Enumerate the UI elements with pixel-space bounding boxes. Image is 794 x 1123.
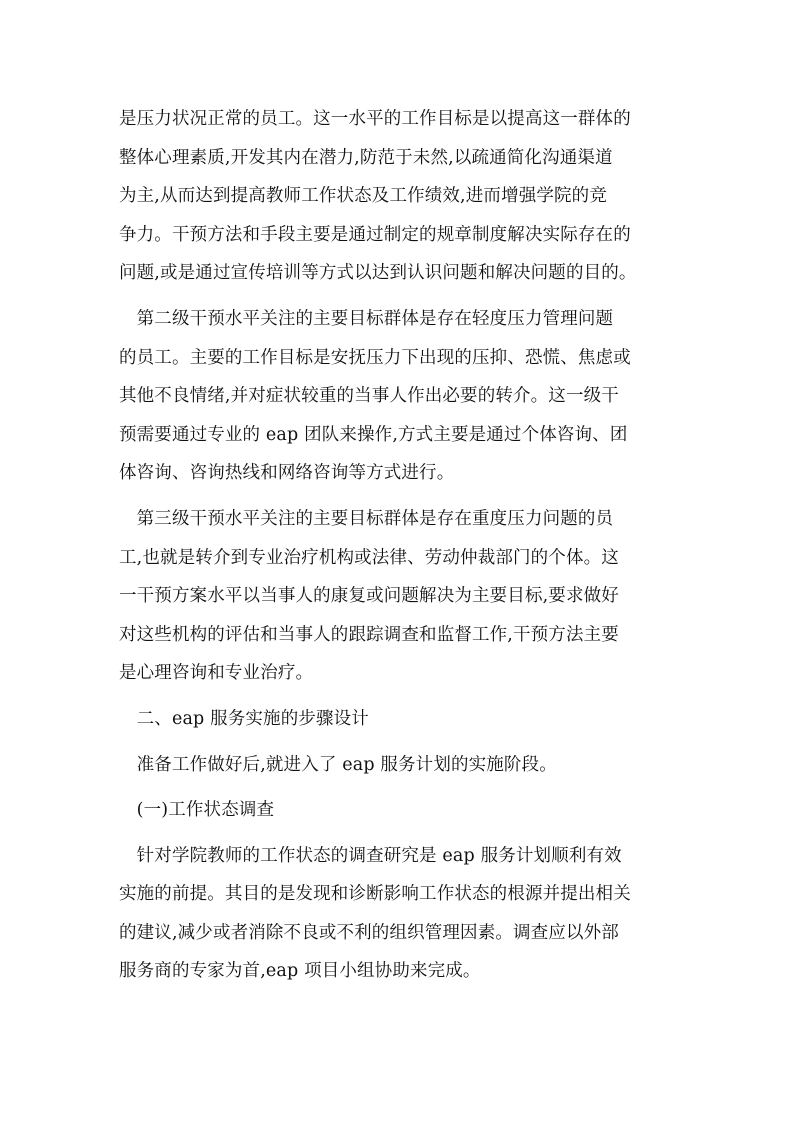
document-body (119, 100, 679, 991)
paragraph-gap (119, 830, 679, 837)
text-line: 准备工作做好后,就进入了 eap 服务计划的实施阶段。 (119, 754, 557, 775)
text-line: 是压力状况正常的员工。这一水平的工作目标是以提高这一群体的 (119, 109, 631, 129)
paragraph-gap (119, 784, 679, 791)
paragraph-4 (119, 746, 679, 785)
heading-line: (一)工作状态调查 (119, 800, 275, 821)
heading-line: 二、eap 服务实施的步骤设计 (119, 708, 369, 729)
text-line: 第三级干预水平关注的主要目标群体是存在重度压力问题的员 (119, 508, 614, 529)
text-line: 其他不良情绪,并对症状较重的当事人作出必要的转介。这一级干 (119, 386, 619, 407)
text-line: 预需要通过专业的 eap 团队来操作,方式主要是通过个体咨询、团 (119, 424, 628, 445)
section-heading (119, 700, 679, 739)
text-line: 整体心理素质,开发其内在潜力,防范于未然,以疏通简化沟通渠道 (119, 147, 613, 168)
text-line: 工,也就是转介到专业治疗机构或法律、劳动仲裁部门的个体。这 (119, 547, 619, 568)
text-line: 服务商的专家为首,eap 项目小组协助来完成。 (119, 961, 481, 982)
text-line: 对这些机构的评估和当事人的跟踪调查和监督工作,干预方法主要 (119, 624, 619, 645)
paragraph-5 (119, 837, 679, 991)
text-line: 第二级干预水平关注的主要目标群体是存在轻度压力管理问题 (119, 308, 614, 329)
paragraph-2 (119, 300, 679, 493)
text-line: 的建议,减少或者消除不良或不利的组织管理因素。调查应以外部 (119, 922, 619, 943)
paragraph-gap (119, 693, 679, 700)
paragraph-3 (119, 500, 679, 693)
text-line: 争力。干预方法和手段主要是通过制定的规章制度解决实际存在的 (119, 224, 631, 245)
subsection-heading (119, 791, 679, 830)
paragraph-gap (119, 293, 679, 300)
text-line: 针对学院教师的工作状态的调查研究是 eap 服务计划顺利有效 (119, 845, 622, 866)
text-line: 问题,或是通过宣传培训等方式以达到认识问题和解决问题的目的。 (119, 263, 637, 284)
text-line: 为主,从而达到提高教师工作状态及工作绩效,进而增强学院的竞 (119, 186, 607, 207)
text-line: 的员工。主要的工作目标是安抚压力下出现的压抑、恐慌、焦虑或 (119, 347, 631, 368)
text-line: 是心理咨询和专业治疗。 (119, 663, 314, 684)
paragraph-1 (119, 100, 679, 293)
paragraph-gap (119, 493, 679, 500)
text-line: 一干预方案水平以当事人的康复或问题解决为主要目标,要求做好 (119, 586, 619, 607)
text-line: 实施的前提。其目的是发现和诊断影响工作状态的根源并提出相关 (119, 884, 631, 905)
paragraph-gap (119, 739, 679, 746)
text-line: 体咨询、咨询热线和网络咨询等方式进行。 (119, 463, 455, 484)
